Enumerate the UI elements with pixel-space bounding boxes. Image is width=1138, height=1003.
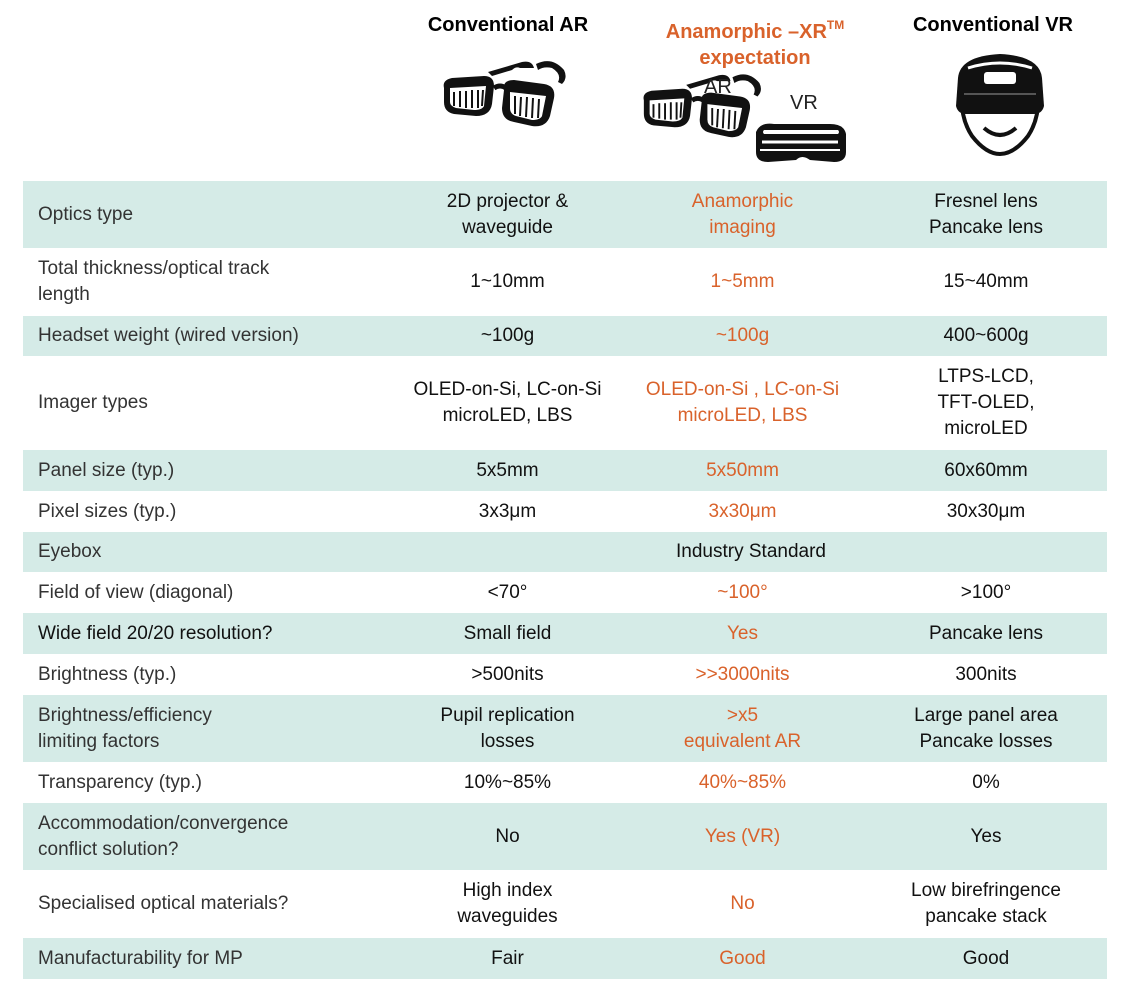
cell-ar: 3x3μm <box>478 500 537 522</box>
header-conventional-vr: Conventional VR <box>912 14 1073 36</box>
ar-glasses-icon <box>440 58 575 136</box>
cell-ar: 10%~85% <box>463 771 552 793</box>
row-label: Accommodation/convergence conflict solution? <box>38 812 289 860</box>
cell-vr: 400~600g <box>943 325 1029 346</box>
table-row <box>23 356 1107 450</box>
comparison-table <box>23 181 1107 979</box>
trademark-mark: TM <box>826 18 845 32</box>
cell-xr: 40%~85% <box>698 771 787 793</box>
cell-xr: 5x50mm <box>706 459 779 481</box>
row-label: Transparency (typ.) <box>38 771 203 793</box>
table-row <box>23 248 1107 316</box>
cell-ar: 2D projector & waveguide <box>446 190 569 238</box>
cell-xr: OLED-on-Si , LC-on-Si microLED, LBS <box>645 379 840 426</box>
cell-ar: Fair <box>491 947 524 969</box>
cell-spanning: Industry Standard <box>676 541 826 562</box>
row-label: Imager types <box>38 392 148 413</box>
row-label: Specialised optical materials? <box>38 893 289 914</box>
table-row <box>23 450 1107 491</box>
row-label: Wide field 20/20 resolution? <box>38 622 273 644</box>
cell-ar: Pupil replication losses <box>440 704 575 752</box>
row-label: Panel size (typ.) <box>38 459 175 481</box>
table-row <box>23 491 1107 532</box>
table-row <box>23 803 1107 870</box>
cell-xr: No <box>730 893 755 914</box>
table-row <box>23 181 1107 248</box>
cell-xr: Good <box>719 947 766 969</box>
row-label: Field of view (diagonal) <box>38 581 234 603</box>
cell-ar: No <box>495 825 520 847</box>
cell-ar: >500nits <box>471 663 544 685</box>
table-row <box>23 695 1107 762</box>
row-label: Manufacturability for MP <box>38 947 243 969</box>
table-row <box>23 613 1107 654</box>
row-label: Total thickness/optical track length <box>38 258 270 305</box>
cell-vr: 30x30μm <box>946 500 1026 522</box>
cell-xr: Yes (VR) <box>704 825 781 847</box>
vr-tag: VR <box>790 92 818 114</box>
cell-vr: 60x60mm <box>944 459 1028 481</box>
cell-xr: >>3000nits <box>695 663 790 685</box>
row-label: Headset weight (wired version) <box>38 325 299 346</box>
header-conventional-ar: Conventional AR <box>427 14 589 36</box>
row-label: Brightness (typ.) <box>38 663 177 685</box>
cell-vr: 0% <box>972 771 1000 793</box>
cell-ar: ~100g <box>480 325 535 346</box>
table-row <box>23 572 1107 613</box>
ar-tag: AR <box>704 76 732 98</box>
cell-vr: 15~40mm <box>943 271 1029 292</box>
cell-xr: Yes <box>727 622 758 644</box>
cell-vr: Fresnel lens Pancake lens <box>928 190 1044 238</box>
cell-vr: Low birefringence pancake stack <box>911 880 1061 927</box>
cell-ar: <70° <box>487 581 528 603</box>
cell-xr: ~100g <box>715 325 770 346</box>
cell-xr: 3x30μm <box>708 500 777 522</box>
table-row <box>23 938 1107 979</box>
cell-ar: Small field <box>463 622 552 644</box>
row-label: Optics type <box>38 203 134 225</box>
table-row <box>23 316 1107 356</box>
cell-xr: Anamorphic imaging <box>691 190 794 238</box>
cell-xr: 1~5mm <box>710 271 775 292</box>
cell-ar: 1~10mm <box>470 271 545 292</box>
cell-vr: Yes <box>970 825 1002 847</box>
table-row <box>23 870 1107 938</box>
row-label: Pixel sizes (typ.) <box>38 500 177 522</box>
header-xr-title: Anamorphic –XR <box>665 21 827 43</box>
table-row <box>23 532 1107 572</box>
cell-vr: LTPS-LCD, TFT-OLED, microLED <box>937 366 1035 439</box>
vr-goggles-icon <box>750 118 850 170</box>
cell-vr: 300nits <box>955 663 1017 685</box>
row-label: Brightness/efficiency limiting factors <box>38 704 212 752</box>
cell-vr: >100° <box>960 581 1012 603</box>
cell-xr: >x5 equivalent AR <box>683 704 802 752</box>
cell-ar: High index waveguides <box>457 880 558 927</box>
header-anamorphic-xr <box>640 12 870 71</box>
header-xr-subtitle: expectation <box>699 47 811 69</box>
row-label: Eyebox <box>38 541 102 562</box>
cell-vr: Pancake lens <box>928 622 1044 644</box>
cell-ar: 5x5mm <box>476 459 539 481</box>
cell-vr: Large panel area Pancake losses <box>914 704 1058 752</box>
table-row <box>23 762 1107 803</box>
cell-vr: Good <box>962 947 1010 969</box>
cell-xr: ~100° <box>717 581 768 603</box>
cell-ar: OLED-on-Si, LC-on-Si microLED, LBS <box>413 379 602 426</box>
vr-headset-head-icon <box>950 48 1050 160</box>
table-row <box>23 654 1107 695</box>
